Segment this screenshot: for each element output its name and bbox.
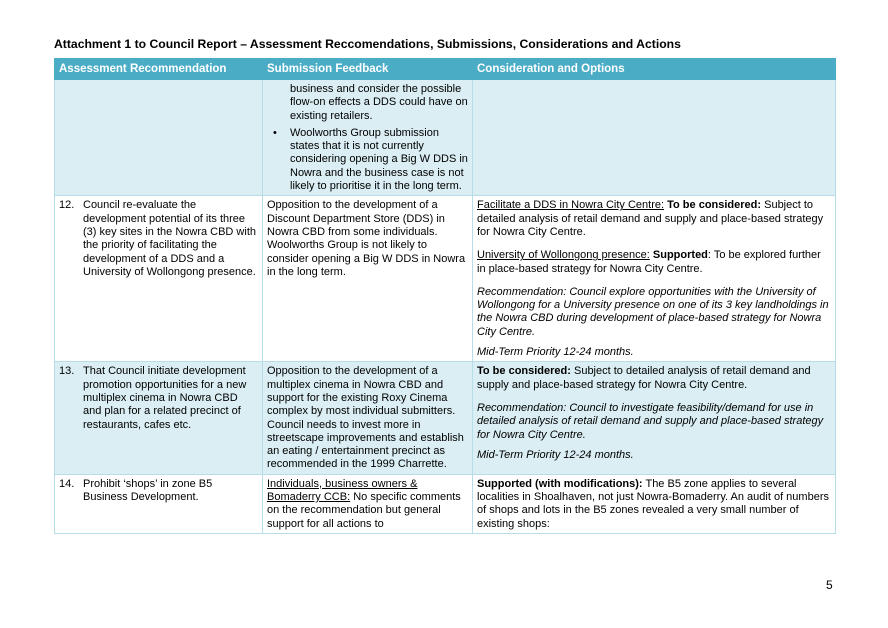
priority-text: Mid-Term Priority 12-24 months. bbox=[477, 346, 634, 359]
priority-text: Mid-Term Priority 12-24 months. bbox=[477, 448, 634, 461]
table-row bbox=[55, 196, 836, 362]
feedback-text: Opposition to the development of a multiplex cinema in Nowra CBD and support for the existing Roxy Cinema complex by most individual submitters. Council needs to invest more in streetscape improvements and establish an eating / entertainment precinct as recommended in the 1999 Charrette. bbox=[267, 365, 464, 471]
header-assessment-recommendation: Assessment Recommendation bbox=[55, 59, 263, 80]
recommendation-text: Council re-evaluate the development potential of its three (3) key sites in the Nowra CBD with the priority of facilitating the development of a DDS and a University of Wollongong presence. bbox=[83, 199, 256, 278]
recommendation-cell bbox=[55, 362, 263, 474]
row-number: 13. bbox=[59, 365, 75, 378]
recommendation-cell bbox=[55, 196, 263, 362]
consideration-paragraph: Facilitate a DDS in Nowra City Centre: To be considered: Subject to detailed analysis of retail demand and supply and place-based strategy for Nowra City Centre. bbox=[477, 199, 824, 238]
feedback-cell bbox=[263, 196, 473, 362]
feedback-text: Opposition to the development of a Discount Department Store (DDS) in Nowra CBD from some individuals. Woolworths Group is not likely to consider opening a Big W DDS in Nowra in the long term. bbox=[267, 199, 466, 278]
table-header-row bbox=[55, 59, 836, 80]
consideration-paragraph: University of Wollongong presence: Supported: To be explored further in place-based strategy for Nowra City Centre. bbox=[477, 249, 821, 275]
consideration-cell bbox=[473, 362, 836, 474]
header-submission-feedback: Submission Feedback bbox=[263, 59, 473, 80]
row-number: 14. bbox=[59, 477, 75, 490]
assessment-table bbox=[54, 58, 836, 534]
recommendation-cell bbox=[55, 474, 263, 533]
table-row bbox=[55, 474, 836, 533]
feedback-cell bbox=[263, 80, 473, 196]
consideration-paragraph: Supported (with modifications): The B5 zone applies to several localities in Shoalhaven, not just Nowra-Bomaderry. An audit of numbers of shops and lots in the B5 zones revealed a very small number of existing shops: bbox=[477, 477, 829, 530]
recommendation-text: That Council initiate development promotion opportunities for a new multiplex cinema in Nowra CBD and plan for a related precinct of restaurants, cafes etc. bbox=[83, 365, 247, 431]
consideration-recommendation: Recommendation: Council explore opportunities with the University of Wollongong for a University presence on one of its 3 key landholdings in the Nowra CBD during development of place-based strategy for Nowra City Centre. bbox=[477, 285, 829, 338]
row-number: 12. bbox=[59, 199, 75, 212]
table-row bbox=[55, 80, 836, 196]
consideration-cell bbox=[473, 474, 836, 533]
consideration-paragraph: To be considered: Subject to detailed analysis of retail demand and supply and place-based strategy for Nowra City Centre. bbox=[477, 365, 811, 391]
feedback-list bbox=[267, 83, 468, 193]
consideration-cell bbox=[473, 80, 836, 196]
list-item: business and consider the possible flow-on effects a DDS could have on existing retailers. bbox=[290, 83, 468, 122]
recommendation-cell bbox=[55, 80, 263, 196]
list-item: • Woolworths Group submission states that it is not currently considering opening a Big W DDS in Nowra and the business case is not likely to prioritise it in the long term. bbox=[267, 127, 468, 193]
recommendation-text: Prohibit ‘shops’ in zone B5 Business Development. bbox=[83, 477, 213, 504]
consideration-recommendation: Recommendation: Council to investigate feasibility/demand for use in detailed analysis of retail demand and supply and place-based strategy for Nowra City Centre. bbox=[477, 401, 824, 441]
feedback-cell bbox=[263, 474, 473, 533]
feedback-cell bbox=[263, 362, 473, 474]
page-number: 5 bbox=[826, 578, 833, 592]
page-title: Attachment 1 to Council Report – Assessment Reccomendations, Submissions, Considerations and Actions bbox=[54, 37, 681, 51]
consideration-cell bbox=[473, 196, 836, 362]
feedback-text: Individuals, business owners & Bomaderry CCB: No specific comments on the recommendation but general support for all actions to bbox=[267, 477, 461, 530]
table-row bbox=[55, 362, 836, 474]
header-consideration-options: Consideration and Options bbox=[473, 59, 836, 80]
